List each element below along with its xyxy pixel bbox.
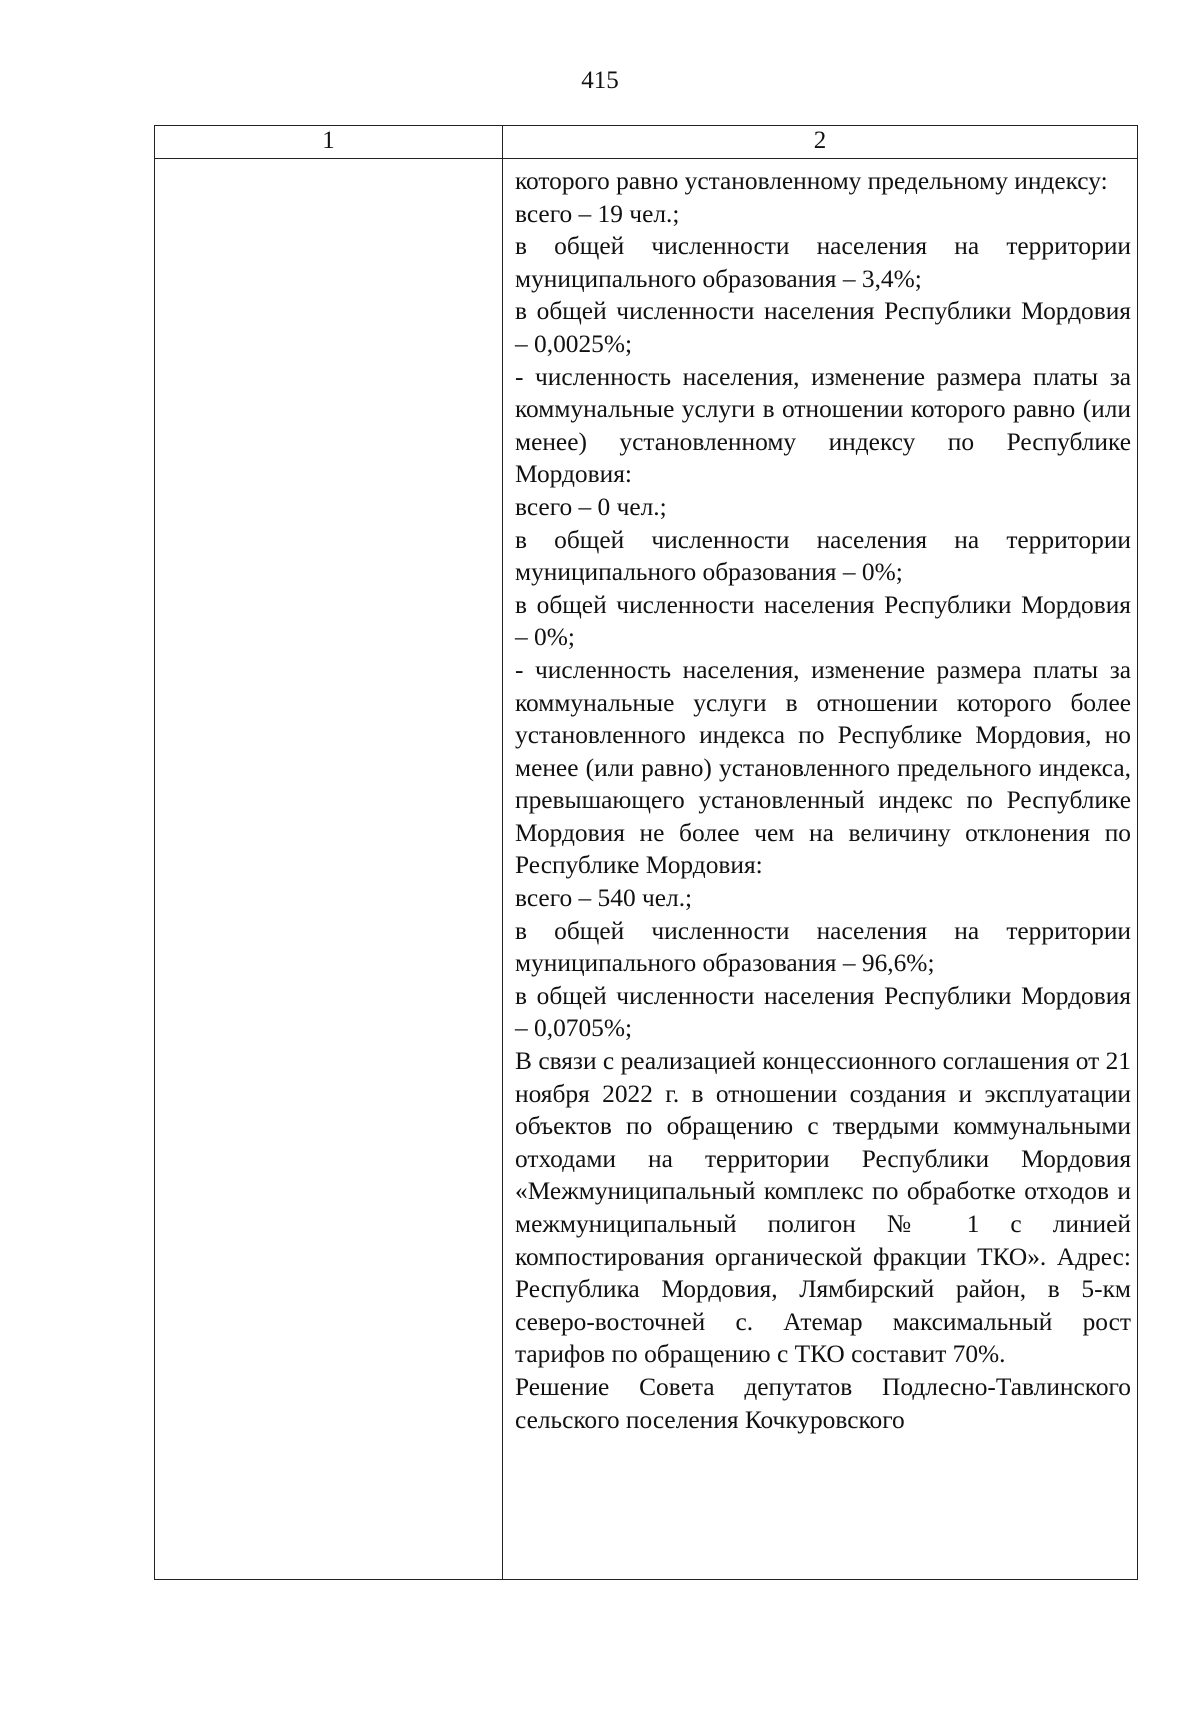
- paragraph: всего – 19 чел.;: [515, 199, 680, 228]
- paragraph: - численность населения, изменение размера платы за коммунальные услуги в отношении которого равно (или менее) установленному индексу по Республике Мордовия:: [515, 362, 1131, 489]
- paragraph: Решение Совета депутатов Подлесно-Тавлинского сельского поселения Кочкуровского: [515, 1372, 1131, 1434]
- table-row: [155, 159, 1138, 1580]
- paragraph: в общей численности населения Республики Мордовия – 0,0705%;: [515, 981, 1131, 1043]
- paragraph: В связи с реализацией концессионного соглашения от 21 ноября 2022 г. в отношении создания и эксплуатации объектов по обращению с твердыми коммунальными отходами на территории Республики Мордовия «Межмуниципальный комплекс по обработке отходов и межмуниципальный полигон № 1 с линией компостирования органической фракции ТКО». Адрес: Республика Мордовия, Лямбирский район, в 5-км северо-восточней с. Атемар максимальный рост тарифов по обращению с ТКО составит 70%.: [515, 1047, 1131, 1369]
- column-header-2: 2: [503, 126, 1138, 159]
- column-header-1: 1: [155, 126, 503, 159]
- column-2-cell: [503, 159, 1138, 1580]
- paragraph: в общей численности населения на территории муниципального образования – 3,4%;: [515, 232, 1131, 293]
- document-table: [154, 125, 1138, 1580]
- paragraph: которого равно установленному предельному индексу:: [515, 167, 1108, 195]
- paragraph: - численность населения, изменение размера платы за коммунальные услуги в отношении которого более установленного индекса по Республике Мордовия, но менее (или равно) установленного предельного индекса, превышающего установленный индекс по Республике Мордовия не более чем на величину отклонения по Республике Мордовия:: [515, 655, 1131, 880]
- column-2-content: [503, 159, 1137, 1436]
- paragraph: в общей численности населения Республики Мордовия – 0%;: [515, 590, 1131, 652]
- page-number: 415: [581, 67, 619, 94]
- paragraph: в общей численности населения на территории муниципального образования – 96,6%;: [515, 916, 1131, 978]
- paragraph: в общей численности населения Республики Мордовия – 0,0025%;: [515, 297, 1131, 358]
- paragraph: всего – 540 чел.;: [515, 884, 693, 913]
- paragraph: всего – 0 чел.;: [515, 492, 667, 521]
- column-1-cell: [155, 159, 503, 1580]
- paragraph: в общей численности населения на территории муниципального образования – 0%;: [515, 525, 1131, 587]
- table-header-row: [155, 126, 1138, 159]
